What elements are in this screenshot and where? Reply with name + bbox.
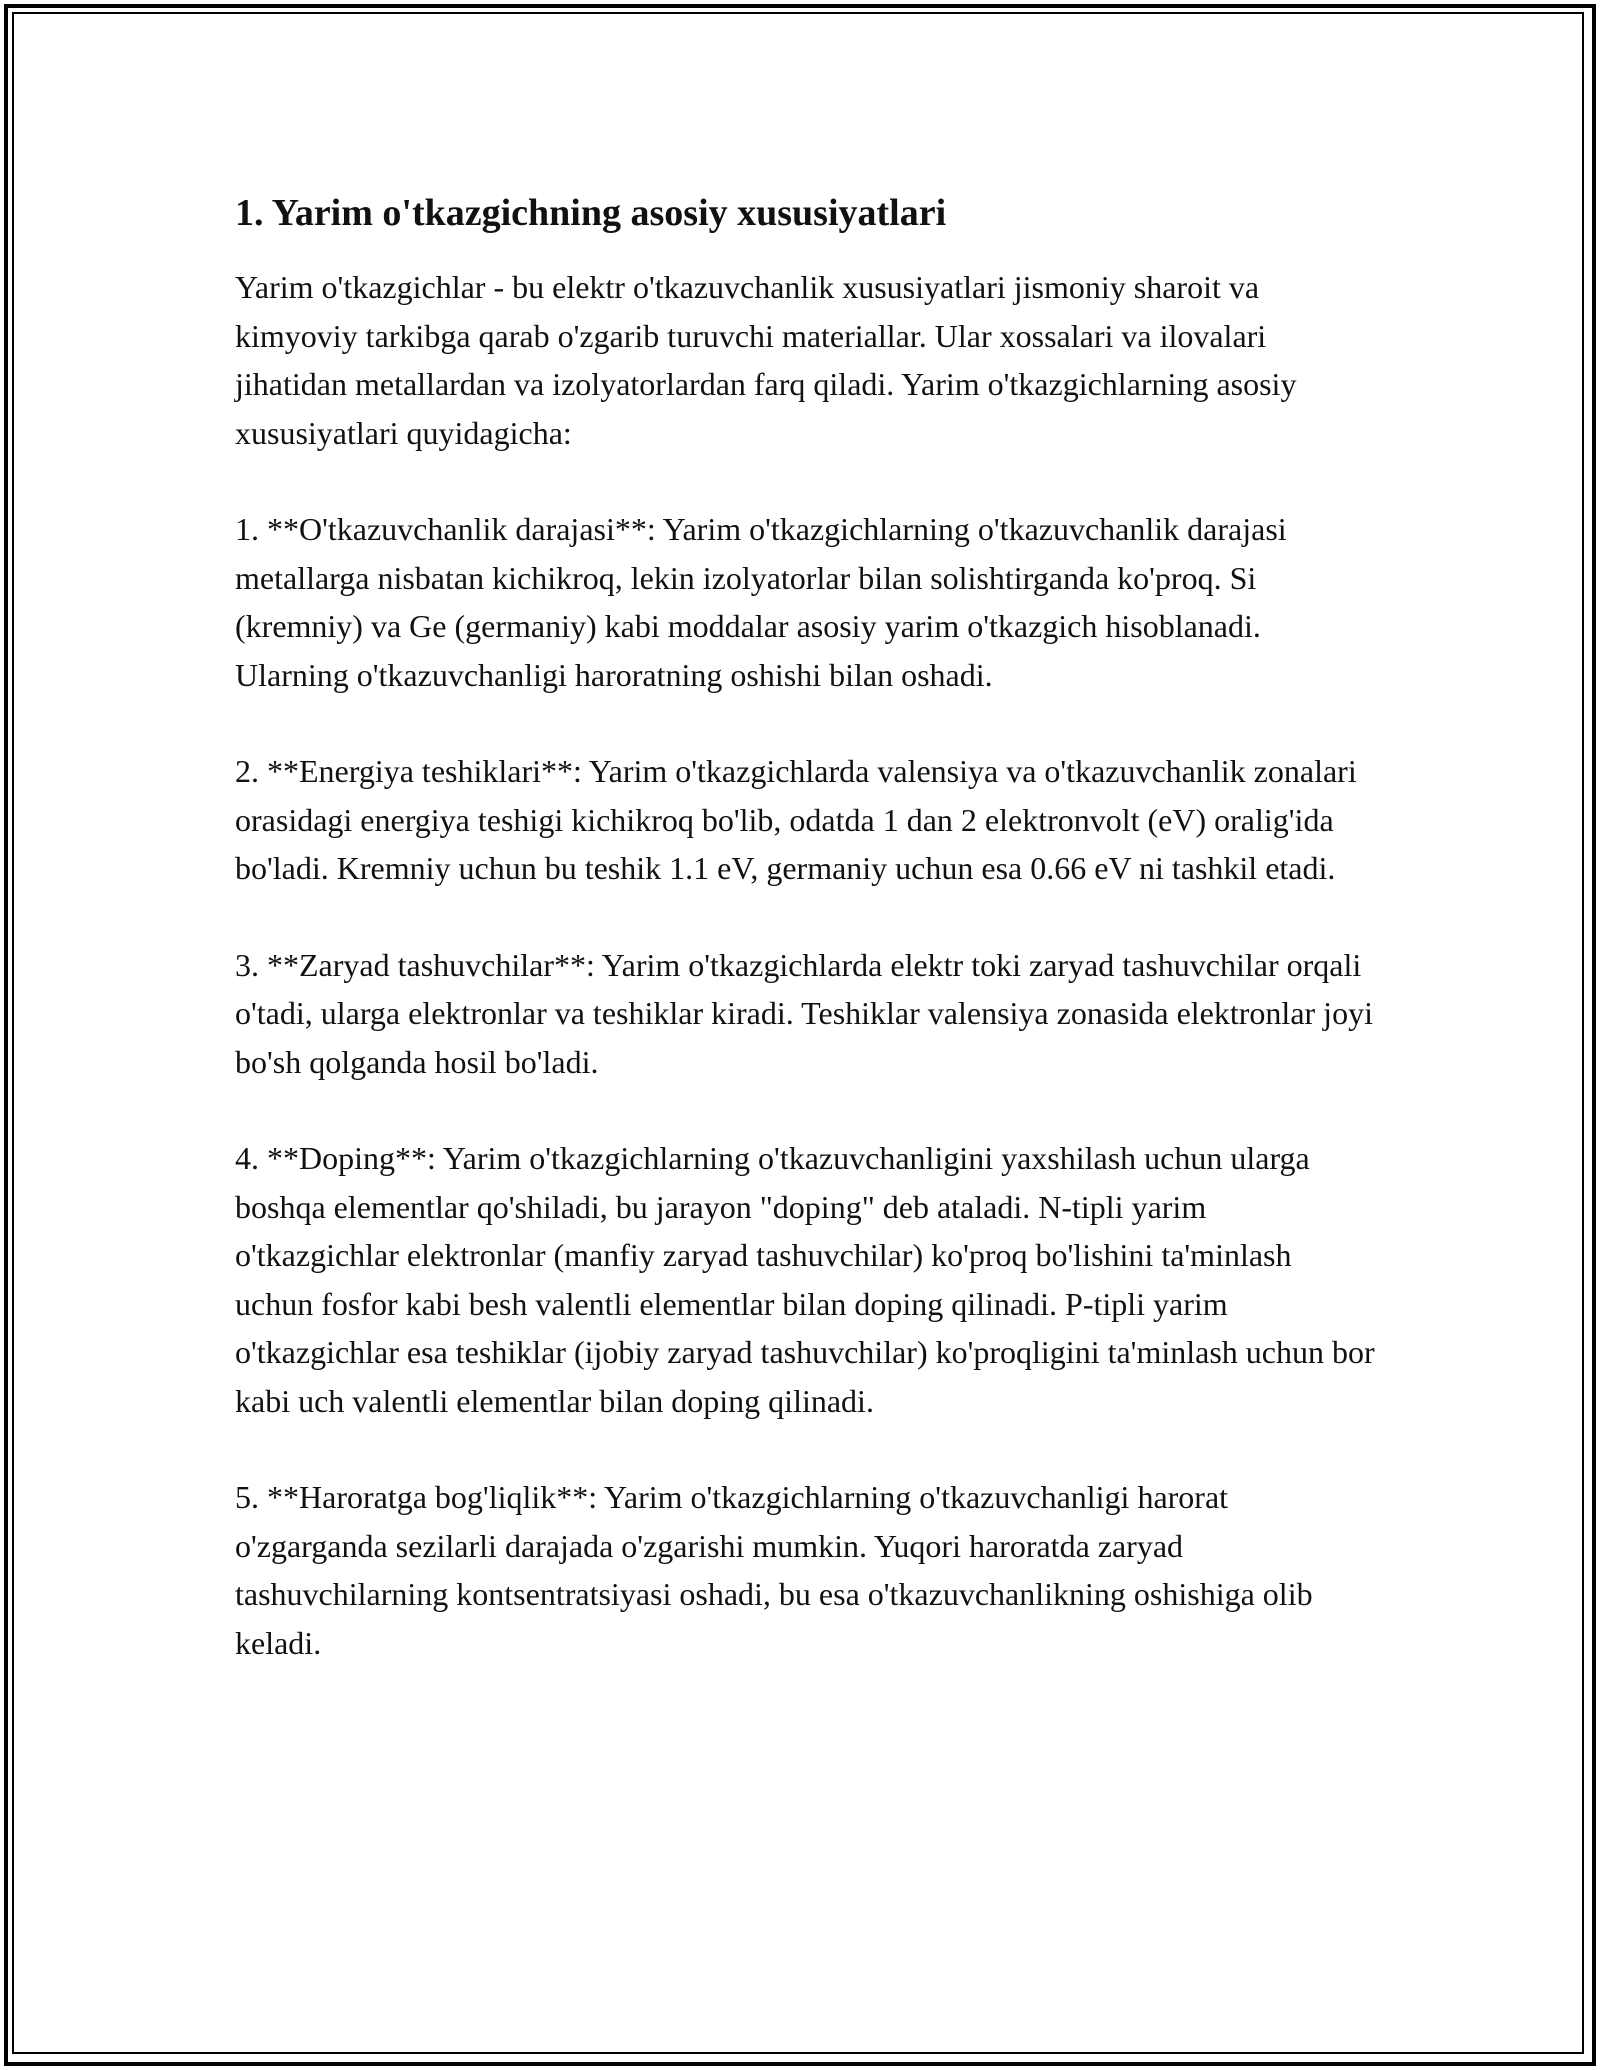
document-body bbox=[235, 185, 1375, 1715]
list-item-charge-carriers: 3. **Zaryad tashuvchilar**: Yarim o'tkazgichlarda elektr toki zaryad tashuvchilar orqali o'tadi, ularga elektronlar va teshiklar kiradi. Teshiklar valensiya zonasida elektronlar joyi bo'sh qolganda hosil bo'ladi. bbox=[235, 946, 1373, 1080]
list-item-doping: 4. **Doping**: Yarim o'tkazgichlarning o'tkazuvchanligini yaxshilash uchun ularga boshqa elementlar qo'shiladi, bu jarayon "doping" deb ataladi. N-tipli yarim o'tkazgichlar elektronlar (manfiy zaryad tashuvchilar) ko'proq bo'lishini ta'minlash uchun fosfor kabi besh valentli elementlar bilan doping qilinadi. P-tipli yarim o'tkazgichlar esa teshiklar (ijobiy zaryad tashuvchilar) ko'proqligini ta'minlash uchun bor kabi uch valentli elementlar bilan doping qilinadi. bbox=[235, 1140, 1375, 1419]
list-item-energy-gap: 2. **Energiya teshiklari**: Yarim o'tkazgichlarda valensiya va o'tkazuvchanlik zonalari orasidagi energiya teshigi kichikroq bo'lib, odatda 1 dan 2 elektronvolt (eV) oralig'ida bo'ladi. Kremniy uchun bu teshik 1.1 eV, germaniy uchun esa 0.66 eV ni tashkil etadi. bbox=[235, 753, 1357, 886]
list-item-conductivity: 1. **O'tkazuvchanlik darajasi**: Yarim o'tkazgichlarning o'tkazuvchanlik darajasi metallarga nisbatan kichikroq, lekin izolyatorlar bilan solishtirganda ko'proq. Si (kremniy) va Ge (germaniy) kabi moddalar asosiy yarim o'tkazgich hisoblanadi. Ularning o'tkazuvchanligi haroratning oshishi bilan oshadi. bbox=[235, 511, 1287, 693]
intro-paragraph: Yarim o'tkazgichlar - bu elektr o'tkazuvchanlik xususiyatlari jismoniy sharoit va kimyoviy tarkibga qarab o'zgarib turuvchi materiallar. Ular xossalari va ilovalari jihatidan metallardan va izolyatorlardan farq qiladi. Yarim o'tkazgichlarning asosiy xususiyatlari quyidagicha: bbox=[235, 269, 1297, 451]
document-title: 1. Yarim o'tkazgichning asosiy xususiyatlari bbox=[235, 192, 947, 234]
list-item-temperature: 5. **Haroratga bog'liqlik**: Yarim o'tkazgichlarning o'tkazuvchanligi harorat o'zgarganda sezilarli darajada o'zgarishi mumkin. Yuqori haroratda zaryad tashuvchilarning kontsentratsiyasi oshadi, bu esa o'tkazuvchanlikning oshishiga olib keladi. bbox=[235, 1479, 1313, 1661]
